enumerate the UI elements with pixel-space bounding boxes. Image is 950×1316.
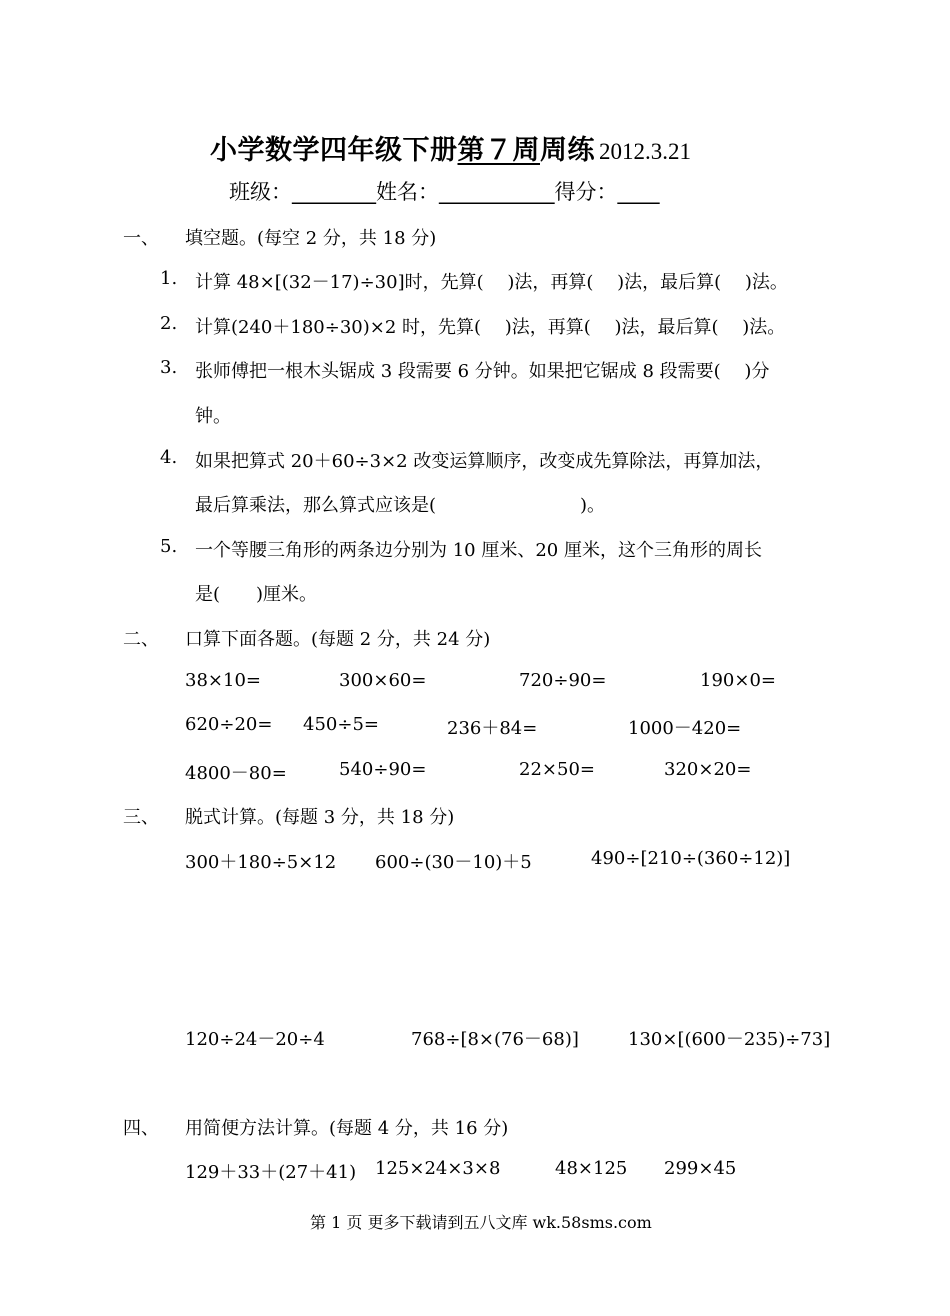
oral-calc-item: 540÷90= — [339, 759, 427, 780]
oral-calc-item: 320×20= — [664, 759, 752, 780]
item-3-text-line1: 张师傅把一根木头锯成 3 段需要 6 分钟。如果把它锯成 8 段需要( )分 — [195, 361, 770, 382]
section-4-number: 四、 — [123, 1118, 159, 1139]
title-prefix: 小学数学四年级下册 — [210, 135, 458, 166]
step-calc-item: 120÷24－20÷4 — [185, 1029, 325, 1050]
simple-calc-item: 129＋33＋(27＋41) — [185, 1162, 357, 1183]
item-4-text-line1: 如果把算式 20＋60÷3×2 改变运算顺序，改变成先算除法，再算加法， — [195, 451, 774, 472]
oral-calc-item: 190×0= — [700, 670, 776, 691]
section-3-number: 三、 — [123, 807, 159, 828]
item-5-text-line1: 一个等腰三角形的两条边分别为 10 厘米、20 厘米，这个三角形的周长 — [195, 540, 762, 561]
oral-calc-item: 38×10= — [185, 670, 261, 691]
step-calc-item: 300＋180÷5×12 — [185, 852, 337, 873]
item-4-number: 4. — [160, 447, 178, 468]
oral-calc-item: 4800－80= — [185, 763, 287, 784]
oral-calc-item: 22×50= — [519, 759, 595, 780]
section-3-heading: 脱式计算。(每题 3 分，共 18 分) — [185, 807, 455, 828]
simple-calc-item: 299×45 — [664, 1158, 737, 1179]
item-5-text-line2: 是( )厘米。 — [195, 584, 318, 605]
oral-calc-item: 300×60= — [339, 670, 427, 691]
title-date: 2012.3.21 — [599, 139, 691, 164]
student-info-line: 班级：________姓名：___________得分：____ — [229, 180, 660, 204]
item-2-text: 计算(240＋180÷30)×2 时，先算( )法，再算( )法，最后算( )法。 — [195, 317, 786, 338]
step-calc-item: 600÷(30－10)＋5 — [375, 852, 532, 873]
oral-calc-item: 450÷5= — [303, 714, 379, 735]
oral-calc-item: 236＋84= — [447, 718, 538, 739]
simple-calc-item: 48×125 — [555, 1158, 628, 1179]
title-week: 第７周 — [457, 135, 540, 166]
page-title — [210, 128, 691, 167]
section-2-heading: 口算下面各题。(每题 2 分，共 24 分) — [185, 629, 491, 650]
section-1-number: 一、 — [123, 228, 159, 249]
item-4-text-line2: 最后算乘法，那么算式应该是( )。 — [195, 495, 606, 516]
oral-calc-item: 720÷90= — [519, 670, 607, 691]
step-calc-item: 768÷[8×(76－68)] — [411, 1029, 579, 1050]
section-2-number: 二、 — [123, 629, 159, 650]
oral-calc-item: 1000－420= — [628, 718, 742, 739]
title-suffix: 周练 — [540, 135, 595, 166]
item-3-text-line2: 钟。 — [195, 406, 231, 427]
section-4-heading: 用简便方法计算。(每题 4 分，共 16 分) — [185, 1118, 509, 1139]
item-3-number: 3. — [160, 357, 178, 378]
oral-calc-item: 620÷20= — [185, 714, 273, 735]
section-1-heading: 填空题。(每空 2 分，共 18 分) — [185, 228, 437, 249]
item-1-text: 计算 48×[(32－17)÷30]时，先算( )法，再算( )法，最后算( )法。 — [195, 272, 788, 293]
item-1-number: 1. — [160, 268, 178, 289]
step-calc-item: 130×[(600－235)÷73] — [628, 1029, 831, 1050]
item-2-number: 2. — [160, 313, 178, 334]
simple-calc-item: 125×24×3×8 — [375, 1158, 501, 1179]
item-5-number: 5. — [160, 536, 178, 557]
page-footer: 第 1 页 更多下载请到五八文库 wk.58sms.com — [310, 1213, 652, 1232]
step-calc-item: 490÷[210÷(360÷12)] — [591, 848, 791, 869]
